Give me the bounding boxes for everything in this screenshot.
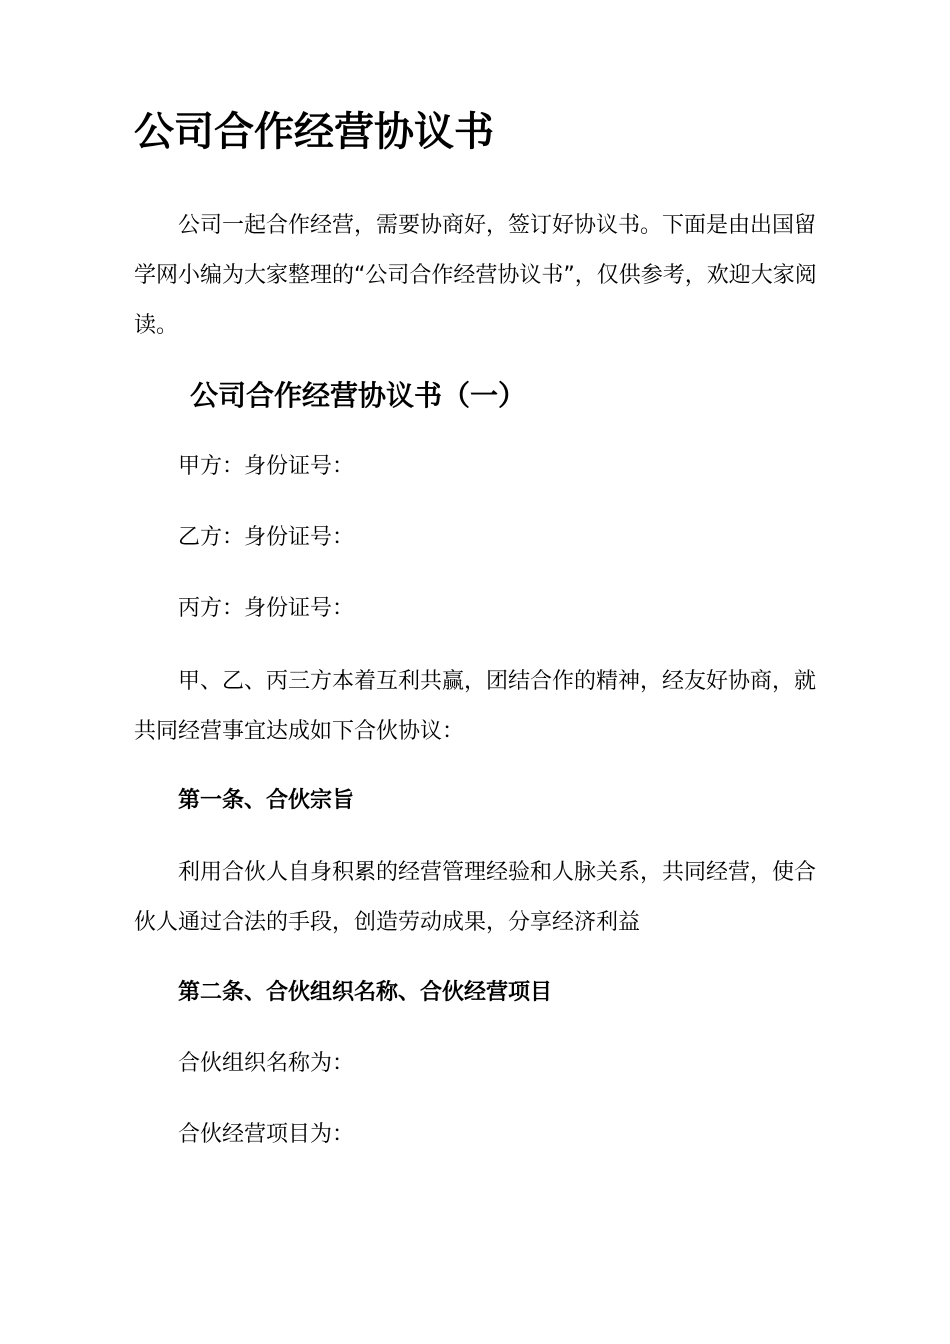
party-a-line: 甲方：身份证号： — [178, 454, 355, 479]
intro-paragraph: 公司一起合作经营，需要协商好，签订好协议书。下面是由出国留学网小编为大家整理的“公司合作经营协议书”，仅供参考，欢迎大家阅读。 — [134, 213, 817, 338]
article-1-heading: 第一条、合伙宗旨 — [178, 788, 355, 813]
party-b-line: 乙方：身份证号： — [178, 525, 355, 550]
document-title: 公司合作经营协议书 — [134, 109, 494, 155]
org-name-line: 合伙组织名称为： — [178, 1051, 355, 1076]
article-2-heading: 第二条、合伙组织名称、合伙经营项目 — [178, 980, 553, 1005]
preamble-paragraph: 甲、乙、丙三方本着互利共赢，团结合作的精神，经友好协商，就共同经营事宜达成如下合伙协议： — [134, 669, 817, 744]
article-1-paragraph: 利用合伙人自身积累的经营管理经验和人脉关系，共同经营，使合伙人通过合法的手段，创造劳动成果，分享经济利益 — [134, 860, 817, 935]
section-title: 公司合作经营协议书（一） — [190, 379, 527, 412]
project-line: 合伙经营项目为： — [178, 1122, 355, 1147]
party-c-line: 丙方：身份证号： — [178, 596, 355, 621]
